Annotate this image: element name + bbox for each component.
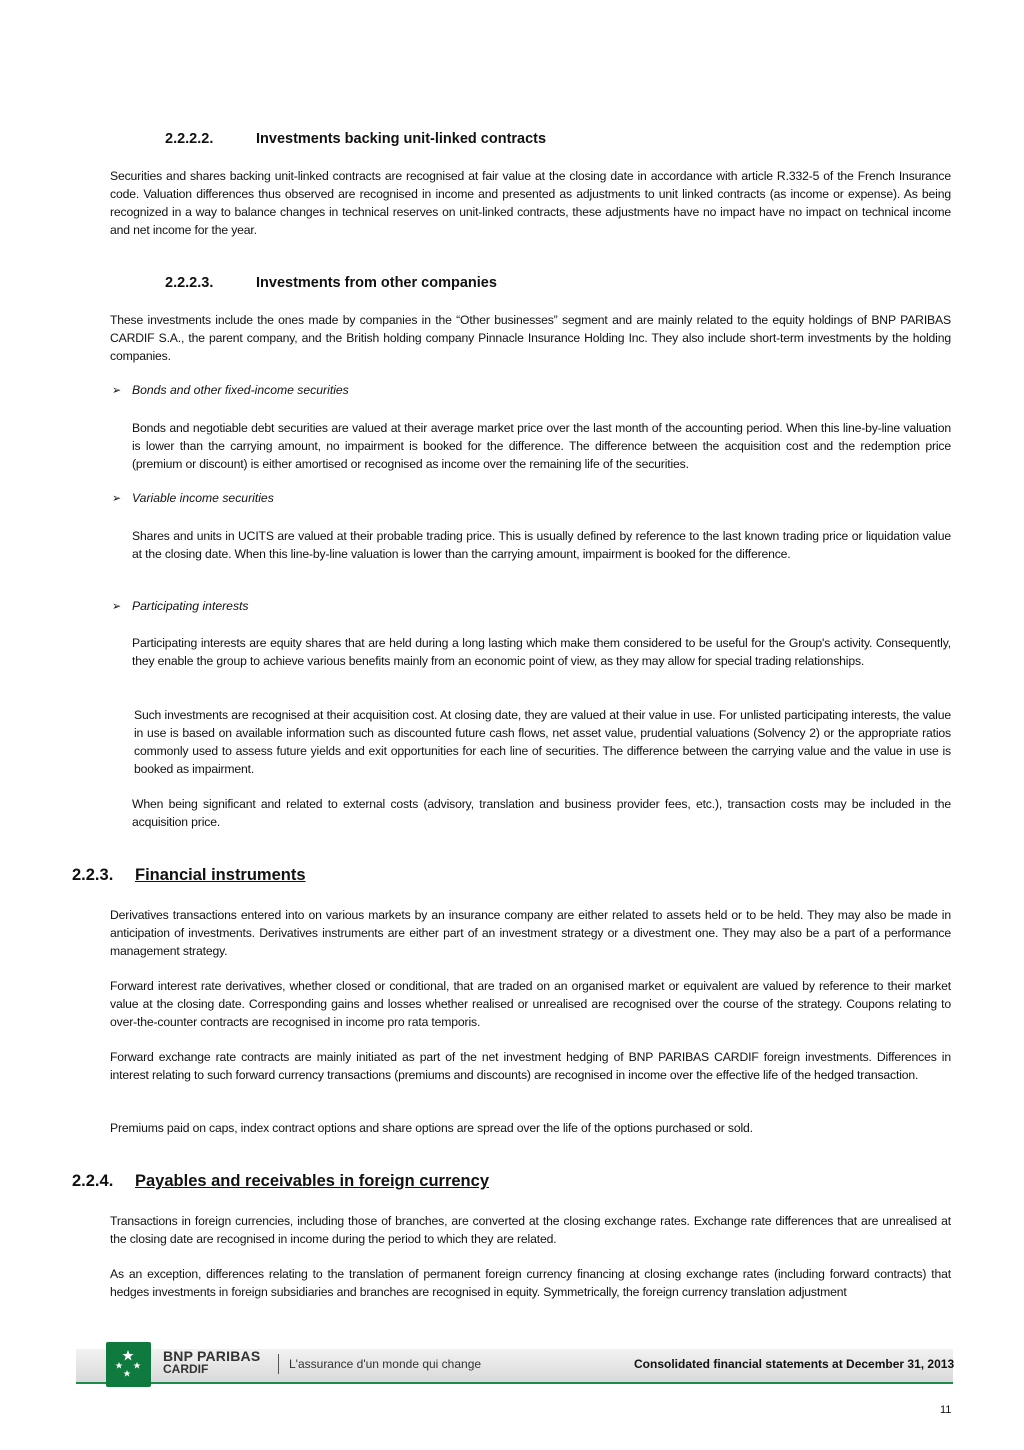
brand-line-2: CARDIF: [163, 1362, 209, 1376]
paragraph: Forward exchange rate contracts are mainly initiated as part of the net investment hedging of BNP PARIBAS CARDIF foreign investments. Differences in interest relating to such forward currency transactions (premiums and discounts) are recognised in income over the effective life of the hedged transaction.: [110, 1050, 951, 1082]
paragraph: Bonds and negotiable debt securities are valued at their average market price over the last month of the accounting period. When this line-by-line valuation is lower than the carrying amount, no impairment is booked for the difference. The difference between the acquisition cost and the redemption price (premium or discount) is either amortised or recognised as income over the remaining life of the securities.: [132, 421, 951, 471]
paragraph: As an exception, differences relating to the translation of permanent foreign currency financing at closing exchange rates (including forward contracts) that hedges investments in foreign subsidiaries and branches are recognised in equity. Symmetrically, the foreign currency translation adjustment: [110, 1267, 951, 1299]
paragraph: When being significant and related to external costs (advisory, translation and business provider fees, etc.), transaction costs may be included in the acquisition price.: [132, 797, 951, 829]
footer-title: Consolidated financial statements at December 31, 2013: [634, 1357, 955, 1371]
heading-title: Financial instruments: [135, 866, 306, 884]
paragraph: Forward interest rate derivatives, whether closed or conditional, that are traded on an organised market or equivalent are valued by reference to their market value at the closing date. Corresponding gains and losses whether realised or unrealised are recognised over the course of the strategy. Coupons relating to over-the-counter contracts are recognised in income pro rata temporis.: [110, 979, 951, 1029]
heading-number: 2.2.3.: [72, 866, 114, 884]
heading-number: 2.2.2.3.: [165, 275, 214, 291]
bullet-bonds: [112, 383, 349, 397]
heading-title: Payables and receivables in foreign currency: [135, 1172, 489, 1190]
bullet-label: Variable income securities: [132, 491, 274, 505]
footer-separator: [278, 1354, 279, 1374]
arrow-bullet-icon: ➢: [112, 383, 122, 397]
footer-tagline: L'assurance d'un monde qui change: [289, 1357, 482, 1371]
heading-title: Investments backing unit-linked contracts: [256, 131, 547, 147]
paragraph: Securities and shares backing unit-linked contracts are recognised at fair value at the closing date in accordance with article R.332-5 of the French Insurance code. Valuation differences thus observed are recognised in income and presented as adjustments to unit linked contracts (as income or expense). As being recognized in a way to balance changes in technical reserves on unit-linked contracts, these adjustments have no impact have no impact on technical income and net income for the year.: [110, 169, 951, 237]
heading-2-2-4: [72, 1172, 489, 1191]
paragraph: Shares and units in UCITS are valued at their probable trading price. This is usually defined by reference to the last known trading price or liquidation value at the closing date. When this line-by-line valuation is lower than the carrying amount, impairment is booked for the difference.: [132, 529, 951, 561]
bullet-variable-income: [112, 491, 274, 505]
heading-title: Investments from other companies: [256, 275, 497, 291]
paragraph: Participating interests are equity shares that are held during a long lasting which make them considered to be useful for the Group's activity. Consequently, they enable the group to achieve various benefits mainly from an economic point of view, as they may allow for special trading relationships.: [132, 636, 951, 668]
heading-number: 2.2.2.2.: [165, 131, 214, 147]
stars-logo-icon: [106, 1342, 151, 1387]
brand-line-1: BNP PARIBAS: [163, 1348, 261, 1364]
bullet-label: Participating interests: [132, 599, 249, 613]
brand-name: [163, 1350, 260, 1376]
page-number: 11: [940, 1404, 952, 1416]
paragraph: Derivatives transactions entered into on various markets by an insurance company are either related to assets held or to be held. They may also be made in anticipation of investments. Derivatives instruments are either part of an investment strategy or a divestment one. They may also be a part of a performance management strategy.: [110, 908, 951, 958]
arrow-bullet-icon: ➢: [112, 491, 122, 505]
bnp-paribas-logo: [106, 1342, 151, 1387]
arrow-bullet-icon: ➢: [112, 599, 122, 613]
bullet-participating-interests: [112, 599, 249, 613]
heading-2-2-2-2: [165, 131, 546, 147]
paragraph: Transactions in foreign currencies, including those of branches, are converted at the closing exchange rates. Exchange rate differences that are unrealised at the closing date are recognised in income during the period to which they are related.: [110, 1214, 951, 1246]
heading-2-2-3: [72, 866, 306, 885]
paragraph: Such investments are recognised at their acquisition cost. At closing date, they are valued at their value in use. For unlisted participating interests, the value in use is based on available information such as discounted future cash flows, net asset value, prudential valuations (Solvency 2) or the appropriate ratios commonly used to assess future yields and exit opportunities for each line of securities. The difference between the carrying value and the value in use is booked as impairment.: [134, 708, 951, 776]
heading-2-2-2-3: [165, 275, 497, 291]
bullet-label: Bonds and other fixed-income securities: [132, 383, 349, 397]
paragraph: These investments include the ones made by companies in the “Other businesses” segment and are mainly related to the equity holdings of BNP PARIBAS CARDIF S.A., the parent company, and the British holding company Pinnacle Insurance Holding Inc. They also include short-term investments by the holding companies.: [110, 313, 951, 363]
paragraph: Premiums paid on caps, index contract options and share options are spread over the life of the options purchased or sold.: [110, 1121, 753, 1135]
heading-number: 2.2.4.: [72, 1172, 114, 1190]
